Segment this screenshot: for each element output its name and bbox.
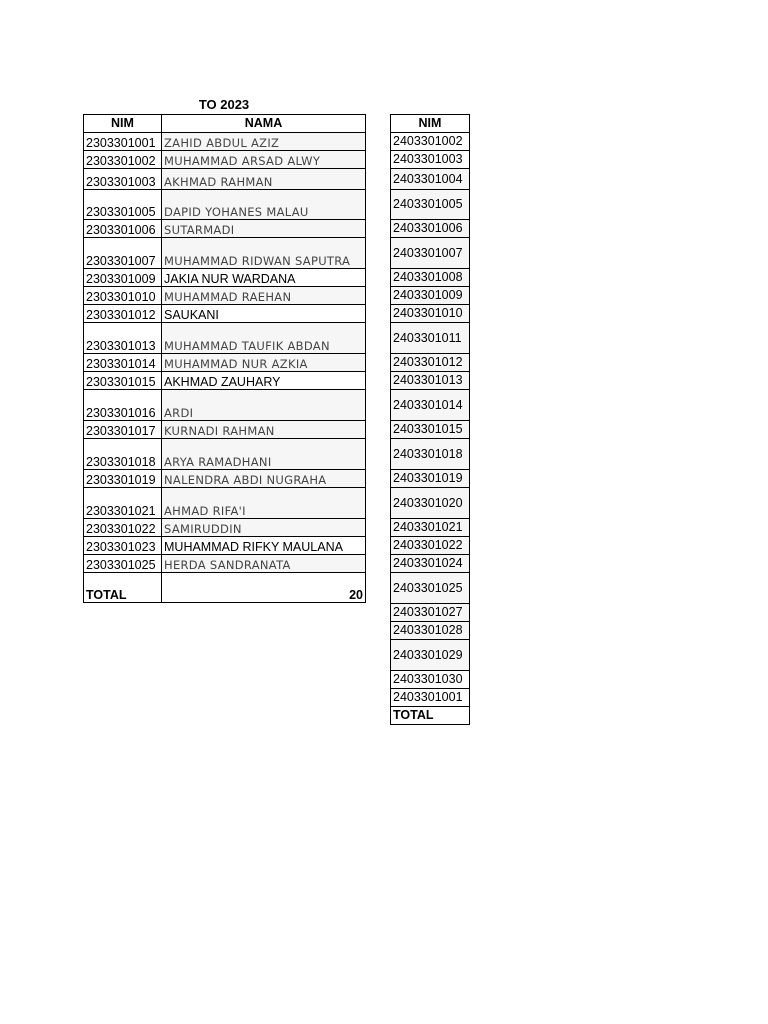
- nim-cell: 2403301021: [391, 519, 470, 537]
- table-row: [391, 169, 470, 190]
- nim-cell: 2303301016: [84, 390, 162, 421]
- nama-cell: AKHMAD RAHMAN: [162, 169, 366, 190]
- nim-cell: 2403301007: [391, 238, 470, 269]
- table-row: [84, 519, 366, 537]
- table-row: [391, 133, 470, 151]
- nim-cell: 2303301009: [84, 269, 162, 287]
- table-row: [84, 151, 366, 169]
- nama-cell: SUTARMADI: [162, 220, 366, 238]
- nama-cell: MUHAMMAD RIDWAN SAPUTRA: [162, 238, 366, 269]
- nim-cell: 2403301010: [391, 305, 470, 323]
- header-row: [391, 115, 470, 133]
- nim-cell: 2403301004: [391, 169, 470, 190]
- table-row: [391, 269, 470, 287]
- table-row: [391, 470, 470, 488]
- nim-cell: 2403301018: [391, 439, 470, 470]
- table-row: [391, 354, 470, 372]
- nim-cell: 2303301014: [84, 354, 162, 372]
- header-row: [84, 115, 366, 133]
- nama-cell: AHMAD RIFA'I: [162, 488, 366, 519]
- nim-cell: 2403301002: [391, 133, 470, 151]
- nim-cell: 2403301029: [391, 640, 470, 671]
- table-row: [84, 238, 366, 269]
- nama-cell: ARYA RAMADHANI: [162, 439, 366, 470]
- table-row: [84, 354, 366, 372]
- nim-cell: 2303301021: [84, 488, 162, 519]
- nama-cell: MUHAMMAD TAUFIK ABDAN: [162, 323, 366, 354]
- nama-cell: MUHAMMAD ARSAD ALWY: [162, 151, 366, 169]
- table-row: [84, 269, 366, 287]
- nim-cell: 2403301003: [391, 151, 470, 169]
- total-label: TOTAL: [391, 707, 470, 725]
- nim-cell: 2303301017: [84, 421, 162, 439]
- nim-cell: 2303301022: [84, 519, 162, 537]
- table-row: [84, 305, 366, 323]
- nim-cell: 2403301013: [391, 372, 470, 390]
- nama-cell: SAMIRUDDIN: [162, 519, 366, 537]
- nama-cell: MUHAMMAD RIFKY MAULANA: [162, 537, 366, 555]
- nim-cell: 2403301005: [391, 190, 470, 220]
- nim-cell: 2303301025: [84, 555, 162, 573]
- table-row: [391, 190, 470, 220]
- nim-cell: 2303301023: [84, 537, 162, 555]
- table-row: [391, 537, 470, 555]
- table-row: [84, 439, 366, 470]
- table-row: [84, 323, 366, 354]
- nim-cell: 2303301018: [84, 439, 162, 470]
- table-row: [84, 220, 366, 238]
- nim-cell: 2403301019: [391, 470, 470, 488]
- nim-cell: 2303301019: [84, 470, 162, 488]
- nim-header: NIM: [84, 115, 162, 133]
- nama-cell: MUHAMMAD NUR AZKIA: [162, 354, 366, 372]
- table-row: [391, 488, 470, 519]
- nim-cell: 2403301020: [391, 488, 470, 519]
- nim-cell: 2403301015: [391, 421, 470, 439]
- total-label: TOTAL: [84, 573, 162, 603]
- nim-cell: 2403301030: [391, 671, 470, 689]
- nim-cell: 2303301005: [84, 190, 162, 220]
- table-row: [84, 372, 366, 390]
- nama-cell: KURNADI RAHMAN: [162, 421, 366, 439]
- nim-cell: 2403301006: [391, 220, 470, 238]
- table-row: [391, 390, 470, 421]
- nim-cell: 2403301027: [391, 604, 470, 622]
- table-row: [84, 488, 366, 519]
- table-row: [391, 238, 470, 269]
- nama-cell: ARDI: [162, 390, 366, 421]
- nim-cell: 2403301028: [391, 622, 470, 640]
- table-row: [84, 390, 366, 421]
- nim-cell: 2303301015: [84, 372, 162, 390]
- total-value: 20: [162, 573, 366, 603]
- table-row: [84, 133, 366, 151]
- table-row: [391, 287, 470, 305]
- nim-cell: 2403301011: [391, 323, 470, 354]
- table-row: [84, 169, 366, 190]
- table-row: [84, 470, 366, 488]
- nama-cell: HERDA SANDRANATA: [162, 555, 366, 573]
- table-row: [391, 372, 470, 390]
- nim-cell: 2303301012: [84, 305, 162, 323]
- nama-cell: NALENDRA ABDI NUGRAHA: [162, 470, 366, 488]
- table-row: [391, 604, 470, 622]
- nim-cell: 2403301008: [391, 269, 470, 287]
- nim-cell: 2403301012: [391, 354, 470, 372]
- nim-cell: 2303301001: [84, 133, 162, 151]
- nim-cell: 2303301003: [84, 169, 162, 190]
- table-row: [391, 573, 470, 604]
- nama-header: NAMA: [162, 115, 366, 133]
- nim-cell: 2303301002: [84, 151, 162, 169]
- nim-cell: 2403301025: [391, 573, 470, 604]
- table-row: [84, 537, 366, 555]
- table-row: [391, 640, 470, 671]
- nim-cell: 2403301009: [391, 287, 470, 305]
- table-row: [391, 305, 470, 323]
- nim-cell: 2303301006: [84, 220, 162, 238]
- table-row: [391, 220, 470, 238]
- table-row: [391, 439, 470, 470]
- table-row: [391, 421, 470, 439]
- table-row: [84, 421, 366, 439]
- nama-cell: JAKIA NUR WARDANA: [162, 269, 366, 287]
- table-row: [84, 555, 366, 573]
- total-row: [391, 707, 470, 725]
- total-row: [84, 573, 366, 603]
- nim-cell: 2303301007: [84, 238, 162, 269]
- nim-cell: 2403301014: [391, 390, 470, 421]
- nama-cell: MUHAMMAD RAEHAN: [162, 287, 366, 305]
- table-row: [84, 287, 366, 305]
- table-row: [391, 151, 470, 169]
- table-row: [391, 555, 470, 573]
- nama-cell: DAPID YOHANES MALAU: [162, 190, 366, 220]
- sheet-title: TO 2023: [198, 97, 250, 112]
- table-row: [391, 671, 470, 689]
- nim-table-2024: [390, 114, 470, 725]
- student-table-2023: [83, 114, 366, 603]
- table-row: [391, 323, 470, 354]
- table-row: [84, 190, 366, 220]
- table-row: [391, 689, 470, 707]
- nama-cell: SAUKANI: [162, 305, 366, 323]
- nama-cell: ZAHID ABDUL AZIZ: [162, 133, 366, 151]
- nim-header: NIM: [391, 115, 470, 133]
- table-row: [391, 622, 470, 640]
- nim-cell: 2403301022: [391, 537, 470, 555]
- table-row: [391, 519, 470, 537]
- nim-cell: 2303301013: [84, 323, 162, 354]
- nim-cell: 2303301010: [84, 287, 162, 305]
- nim-cell: 2403301024: [391, 555, 470, 573]
- nama-cell: AKHMAD ZAUHARY: [162, 372, 366, 390]
- nim-cell: 2403301001: [391, 689, 470, 707]
